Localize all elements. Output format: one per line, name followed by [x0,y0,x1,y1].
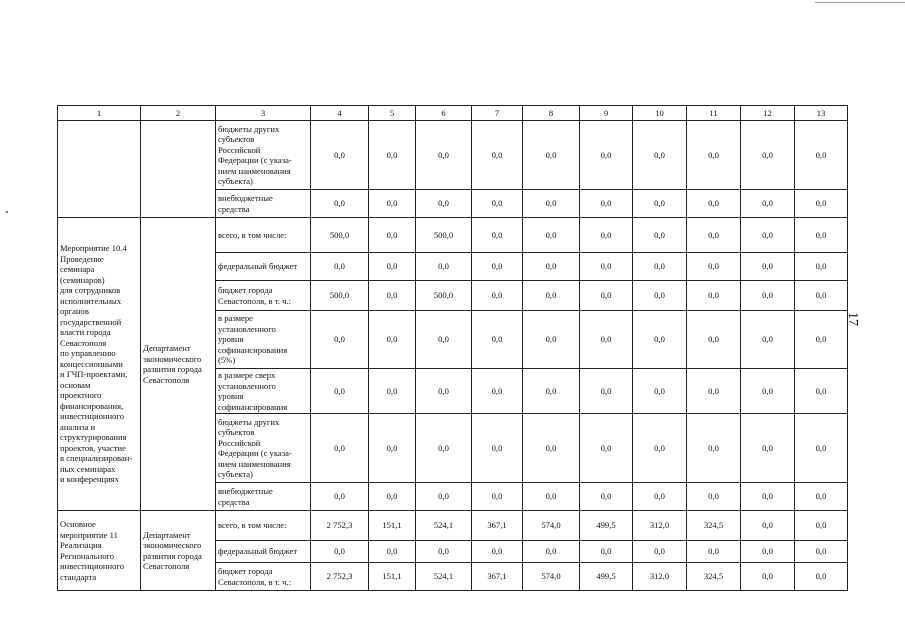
value-cell [311,121,369,190]
value-cell [369,281,416,311]
source-cell [216,414,311,483]
value-cell-text: 0,0 [815,149,827,160]
header-cell: 7 [472,106,523,121]
executor-cell [141,218,216,511]
value-cell [580,414,633,483]
value-cell-text: 574,0 [541,571,561,582]
value-cell [523,253,580,281]
value-cell [416,190,472,218]
value-cell [311,281,369,311]
value-cell [633,541,687,563]
value-cell-text: 0,0 [491,149,503,160]
value-cell-text: 0,0 [545,229,557,240]
value-cell-text: 0,0 [386,334,398,345]
value-cell-text: 0,0 [815,571,827,582]
value-cell-text: 0,0 [386,290,398,301]
value-cell-text: 0,0 [491,442,503,453]
value-cell [472,281,523,311]
value-cell [523,483,580,511]
value-cell [416,281,472,311]
source-cell [216,281,311,311]
header-cell: 10 [633,106,687,121]
value-cell [472,369,523,414]
source-cell-text: внебюджетные средства [218,193,273,214]
top-rule [815,2,905,3]
value-cell-text: 0,0 [654,334,665,345]
value-cell [741,483,795,511]
activity-cell [58,218,141,511]
value-cell-text: 0,0 [386,149,398,160]
value-cell-text: 0,0 [545,334,557,345]
value-cell-text: 0,0 [815,198,827,209]
value-cell [687,218,741,253]
value-cell [523,281,580,311]
value-cell-text: 500,0 [329,290,350,301]
value-cell-text: 0,0 [708,442,719,453]
value-cell-text: 0,0 [815,261,827,272]
value-cell-text: 0,0 [762,261,773,272]
value-cell [795,253,848,281]
value-cell [687,511,741,541]
source-cell [216,369,311,414]
executor-cell [141,121,216,218]
value-cell [795,281,848,311]
value-cell [311,369,369,414]
value-cell-text: 0,0 [762,546,773,557]
value-cell-text: 0,0 [438,149,449,160]
value-cell [633,311,687,369]
value-cell-text: 0,0 [815,491,827,502]
value-cell-text: 0,0 [762,198,773,209]
value-cell-text: 0,0 [491,198,503,209]
value-cell [580,190,633,218]
value-cell-text: 0,0 [334,261,345,272]
value-cell-text: 0,0 [438,261,449,272]
value-cell [580,511,633,541]
value-cell [311,218,369,253]
value-cell [741,511,795,541]
value-cell [580,218,633,253]
value-cell-text: 0,0 [438,385,449,396]
value-cell [311,511,369,541]
value-cell-text: 312,0 [649,571,670,582]
value-cell [633,190,687,218]
value-cell-text: 0,0 [386,261,398,272]
value-cell-text: 0,0 [762,290,773,301]
budget-table [57,105,848,591]
value-cell-text: 0,0 [438,198,449,209]
value-cell [416,483,472,511]
source-cell [216,311,311,369]
activity-cell-text: Мероприятие 10.4 Проведение семинара (семинаров) для сотрудников исполнительных органов государственной власти города Севастополя по управлению концессионными и ГЧП-проектами, основам проектного финансирования, инвестиционного анализа и структурирования проектов, участие в специализирован- ных семинарах и конференциях [60,243,133,485]
value-cell [523,563,580,591]
value-cell-text: 0,0 [600,385,612,396]
value-cell-text: 0,0 [762,229,773,240]
value-cell-text: 0,0 [762,442,773,453]
value-cell-text: 0,0 [815,546,827,557]
header-cell: 9 [580,106,633,121]
value-cell-text: 0,0 [762,385,773,396]
value-cell-text: 0,0 [654,442,665,453]
value-cell [369,369,416,414]
value-cell [472,483,523,511]
value-cell-text: 0,0 [654,149,665,160]
value-cell-text: 0,0 [438,491,449,502]
value-cell [580,311,633,369]
value-cell [795,218,848,253]
value-cell-text: 0,0 [815,334,827,345]
value-cell [741,369,795,414]
value-cell [523,190,580,218]
value-cell [472,253,523,281]
value-cell-text: 324,5 [703,571,724,582]
value-cell [369,311,416,369]
value-cell-text: 0,0 [762,491,773,502]
value-cell-text: 0,0 [438,546,449,557]
value-cell [472,190,523,218]
source-cell-text: бюджеты других субъектов Российской Федерации (с указа- нием наименования субъекта) [218,123,292,186]
value-cell [741,253,795,281]
value-cell-text: 524,1 [433,571,454,582]
value-cell [633,281,687,311]
value-cell-text: 0,0 [815,385,827,396]
value-cell [633,369,687,414]
source-cell [216,190,311,218]
source-cell-text: бюджет города Севастополя, в т. ч.: [218,285,291,306]
value-cell-text: 312,0 [649,520,670,531]
value-cell-text: 151,1 [382,571,402,582]
value-cell [580,483,633,511]
value-cell-text: 0,0 [334,149,345,160]
value-cell [523,369,580,414]
value-cell-text: 0,0 [708,290,719,301]
value-cell-text: 0,0 [815,290,827,301]
value-cell [472,563,523,591]
value-cell-text: 0,0 [708,385,719,396]
value-cell-text: 2 752,3 [326,571,353,582]
value-cell-text: 0,0 [600,198,612,209]
source-cell [216,121,311,190]
value-cell-text: 0,0 [654,198,665,209]
value-cell [633,563,687,591]
value-cell-text: 0,0 [654,385,665,396]
value-cell-text: 0,0 [654,546,665,557]
value-cell [687,311,741,369]
value-cell [369,511,416,541]
value-cell [369,541,416,563]
source-cell [216,541,311,563]
value-cell-text: 324,5 [703,520,724,531]
value-cell-text: 0,0 [545,149,557,160]
value-cell-text: 499,5 [596,520,616,531]
source-cell [216,253,311,281]
value-cell [795,311,848,369]
value-cell [687,121,741,190]
value-cell [687,253,741,281]
source-cell-text: в размере установленного уровня софинансирования (5%) [218,313,288,366]
value-cell [416,253,472,281]
value-cell-text: 0,0 [386,385,398,396]
value-cell-text: 0,0 [334,385,345,396]
value-cell-text: 0,0 [600,491,612,502]
source-cell-text: бюджет города Севастополя, в т. ч.: [218,566,291,587]
value-cell [416,541,472,563]
source-cell-text: всего, в том числе: [218,229,287,240]
value-cell [472,414,523,483]
value-cell-text: 0,0 [545,261,557,272]
value-cell [741,414,795,483]
value-cell [416,369,472,414]
value-cell-text: 0,0 [815,229,827,240]
value-cell [416,414,472,483]
value-cell-text: 2 752,3 [326,520,353,531]
value-cell [741,190,795,218]
value-cell [687,190,741,218]
value-cell [580,541,633,563]
header-cell: 11 [687,106,741,121]
value-cell [416,218,472,253]
value-cell [633,121,687,190]
value-cell [795,414,848,483]
value-cell [580,369,633,414]
value-cell-text: 0,0 [600,546,612,557]
value-cell-text: 0,0 [334,198,345,209]
activity-cell-text: Основное мероприятие 11 Реализация Регионального инвестиционного стандарта [60,519,124,582]
value-cell [741,311,795,369]
value-cell [633,511,687,541]
value-cell [472,311,523,369]
header-cell: 12 [741,106,795,121]
value-cell-text: 0,0 [491,334,503,345]
header-cell: 4 [311,106,369,121]
value-cell [472,511,523,541]
value-cell [311,563,369,591]
value-cell [369,483,416,511]
value-cell [741,121,795,190]
value-cell-text: 0,0 [708,546,719,557]
value-cell-text: 0,0 [491,261,503,272]
value-cell-text: 0,0 [708,198,719,209]
value-cell [633,414,687,483]
value-cell [416,563,472,591]
header-cell: 5 [369,106,416,121]
value-cell [795,511,848,541]
value-cell [416,121,472,190]
value-cell [311,253,369,281]
value-cell [687,483,741,511]
value-cell [795,483,848,511]
value-cell [523,511,580,541]
value-cell [633,253,687,281]
value-cell [523,541,580,563]
value-cell-text: 499,5 [596,571,616,582]
value-cell-text: 500,0 [433,290,454,301]
value-cell-text: 0,0 [386,198,398,209]
value-cell [472,218,523,253]
value-cell-text: 0,0 [545,290,557,301]
value-cell-text: 0,0 [334,546,345,557]
value-cell-text: 0,0 [386,546,398,557]
header-cell: 1 [58,106,141,121]
header-cell: 3 [216,106,311,121]
value-cell [311,541,369,563]
value-cell-text: 0,0 [491,491,503,502]
header-cell: 13 [795,106,848,121]
value-cell-text: 0,0 [545,198,557,209]
value-cell-text: 500,0 [433,229,454,240]
value-cell [523,218,580,253]
value-cell-text: 0,0 [708,149,719,160]
value-cell [311,190,369,218]
value-cell-text: 0,0 [762,334,773,345]
scan-speck [6,211,8,213]
value-cell-text: 151,1 [382,520,402,531]
value-cell [523,311,580,369]
value-cell-text: 0,0 [545,385,557,396]
executor-cell [141,511,216,591]
page-number: 17 [845,312,860,326]
value-cell-text: 0,0 [815,520,827,531]
value-cell [687,541,741,563]
value-cell-text: 0,0 [334,442,345,453]
value-cell [416,311,472,369]
value-cell [741,281,795,311]
value-cell [369,253,416,281]
value-cell-text: 0,0 [600,290,612,301]
value-cell-text: 367,1 [487,571,507,582]
value-cell-text: 0,0 [654,491,665,502]
value-cell [687,414,741,483]
value-cell-text: 0,0 [334,491,345,502]
table-row [58,218,848,253]
value-cell-text: 0,0 [491,229,503,240]
value-cell-text: 0,0 [491,290,503,301]
value-cell [369,121,416,190]
value-cell-text: 0,0 [545,442,557,453]
value-cell-text: 0,0 [708,334,719,345]
value-cell-text: 0,0 [762,520,773,531]
value-cell [687,281,741,311]
value-cell [369,218,416,253]
value-cell-text: 0,0 [600,334,612,345]
activity-cell [58,121,141,218]
value-cell [741,541,795,563]
value-cell-text: 0,0 [600,229,612,240]
table-body [58,106,848,591]
value-cell-text: 574,0 [541,520,561,531]
value-cell [687,563,741,591]
value-cell [795,121,848,190]
executor-cell-text: Департамент экономического развития города Севастополя [143,529,202,571]
value-cell-text: 0,0 [491,546,503,557]
value-cell [369,563,416,591]
source-cell [216,563,311,591]
value-cell-text: 524,1 [433,520,454,531]
value-cell-text: 0,0 [334,334,345,345]
source-cell-text: в размере сверх установленного уровня софинансирования [218,370,288,412]
source-cell [216,511,311,541]
value-cell [580,563,633,591]
value-cell-text: 0,0 [600,261,612,272]
value-cell [311,483,369,511]
value-cell [741,218,795,253]
value-cell-text: 0,0 [762,571,773,582]
value-cell-text: 0,0 [654,229,665,240]
header-cell: 2 [141,106,216,121]
value-cell-text: 0,0 [762,149,773,160]
source-cell [216,218,311,253]
table-row [58,121,848,190]
table-row [58,511,848,541]
value-cell-text: 0,0 [654,261,665,272]
activity-cell [58,511,141,591]
value-cell-text: 0,0 [815,442,827,453]
source-cell-text: федеральный бюджет [218,546,298,557]
value-cell [523,121,580,190]
value-cell-text: 0,0 [600,442,612,453]
value-cell-text: 0,0 [708,229,719,240]
value-cell-text: 0,0 [386,229,398,240]
value-cell [472,121,523,190]
value-cell [580,253,633,281]
value-cell [795,541,848,563]
value-cell-text: 367,1 [487,520,507,531]
header-cell: 6 [416,106,472,121]
source-cell [216,483,311,511]
value-cell-text: 0,0 [386,491,398,502]
value-cell [416,511,472,541]
header-cell: 8 [523,106,580,121]
value-cell [633,483,687,511]
value-cell [472,541,523,563]
value-cell-text: 0,0 [438,442,449,453]
value-cell-text: 0,0 [545,491,557,502]
value-cell-text: 0,0 [654,290,665,301]
value-cell [741,563,795,591]
value-cell-text: 0,0 [600,149,612,160]
value-cell-text: 500,0 [329,229,350,240]
value-cell [523,414,580,483]
source-cell-text: внебюджетные средства [218,486,273,507]
value-cell-text: 0,0 [491,385,503,396]
value-cell-text: 0,0 [386,442,398,453]
value-cell [311,311,369,369]
value-cell [369,190,416,218]
value-cell [580,281,633,311]
value-cell [795,369,848,414]
value-cell [687,369,741,414]
value-cell [580,121,633,190]
value-cell [795,563,848,591]
value-cell-text: 0,0 [708,261,719,272]
value-cell [369,414,416,483]
source-cell-text: всего, в том числе: [218,520,287,531]
value-cell-text: 0,0 [708,491,719,502]
value-cell [633,218,687,253]
source-cell-text: бюджеты других субъектов Российской Федерации (с указа- нием наименования субъекта) [218,416,292,479]
value-cell-text: 0,0 [438,334,449,345]
executor-cell-text: Департамент экономического развития города Севастополя [143,343,202,385]
header-row [58,106,848,121]
source-cell-text: федеральный бюджет [218,261,298,272]
value-cell-text: 0,0 [545,546,557,557]
value-cell [311,414,369,483]
value-cell [795,190,848,218]
